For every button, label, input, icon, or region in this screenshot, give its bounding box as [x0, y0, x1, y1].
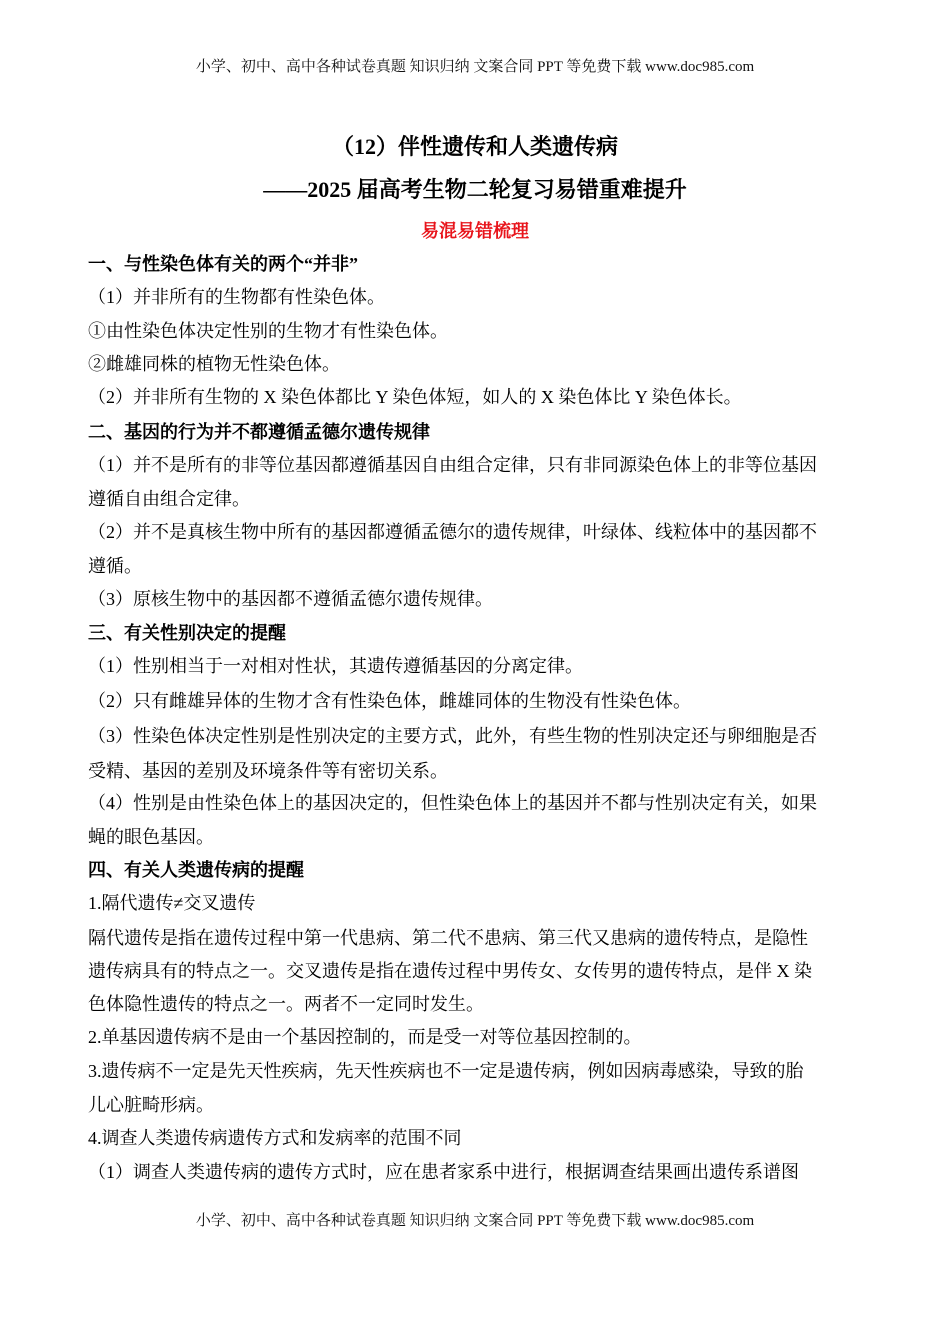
text-line: 遵循。 [88, 556, 142, 576]
text-line: 儿心脏畸形病。 [88, 1095, 214, 1115]
text-line: （1）性别相当于一对相对性状，其遗传遵循基因的分离定律。 [88, 656, 583, 676]
page-footer: 小学、初中、高中各种试卷真题 知识归纳 文案合同 PPT 等免费下载 www.doc985.com [195, 1213, 755, 1229]
text-line: 遵循自由组合定律。 [88, 489, 250, 509]
page-header: 小学、初中、高中各种试卷真题 知识归纳 文案合同 PPT 等免费下载 www.doc985.com [195, 59, 755, 75]
text-line: （2）并非所有生物的 X 染色体都比 Y 染色体短，如人的 X 染色体比 Y 染色体长。 [88, 387, 742, 407]
text-line: ①由性染色体决定性别的生物才有性染色体。 [88, 321, 448, 341]
section-heading: 一、与性染色体有关的两个“并非” [88, 254, 358, 274]
text-line: （1）调查人类遗传病的遗传方式时，应在患者家系中进行，根据调查结果画出遗传系谱图 [88, 1162, 799, 1182]
document-title: （12）伴性遗传和人类遗传病 [331, 134, 618, 159]
section-heading: 三、有关性别决定的提醒 [88, 623, 286, 643]
section-heading: 四、有关人类遗传病的提醒 [88, 860, 304, 880]
text-line: 2.单基因遗传病不是由一个基因控制的，而是受一对等位基因控制的。 [88, 1027, 642, 1047]
text-line: （1）并不是所有的非等位基因都遵循基因自由组合定律，只有非同源染色体上的非等位基因 [88, 455, 817, 475]
text-line: 蝇的眼色基因。 [88, 827, 214, 847]
text-line: （3）性染色体决定性别是性别决定的主要方式，此外，有些生物的性别决定还与卵细胞是否 [88, 726, 817, 746]
text-line: 1.隔代遗传≠交叉遗传 [88, 893, 256, 913]
text-line: 遗传病具有的特点之一。交叉遗传是指在遗传过程中男传女、女传男的遗传特点，是伴 X 染 [88, 961, 812, 981]
text-line: （2）并不是真核生物中所有的基因都遵循孟德尔的遗传规律，叶绿体、线粒体中的基因都不 [88, 522, 817, 542]
text-line: 隔代遗传是指在遗传过程中第一代患病、第二代不患病、第三代又患病的遗传特点，是隐性 [88, 928, 808, 948]
text-line: ②雌雄同株的植物无性染色体。 [88, 354, 340, 374]
section-label: 易混易错梳理 [421, 221, 529, 241]
text-line: 受精、基因的差别及环境条件等有密切关系。 [88, 761, 448, 781]
text-line: （3）原核生物中的基因都不遵循孟德尔遗传规律。 [88, 589, 493, 609]
text-line: 色体隐性遗传的特点之一。两者不一定同时发生。 [88, 994, 484, 1014]
text-line: 4.调查人类遗传病遗传方式和发病率的范围不同 [88, 1128, 462, 1148]
text-line: 3.遗传病不一定是先天性疾病，先天性疾病也不一定是遗传病，例如因病毒感染，导致的胎 [88, 1061, 804, 1081]
text-line: （4）性别是由性染色体上的基因决定的，但性染色体上的基因并不都与性别决定有关，如果 [88, 793, 817, 813]
text-line: （1）并非所有的生物都有性染色体。 [88, 287, 385, 307]
section-heading: 二、基因的行为并不都遵循孟德尔遗传规律 [88, 422, 430, 442]
document-subtitle: ——2025 届高考生物二轮复习易错重难提升 [263, 177, 687, 202]
text-line: （2）只有雌雄异体的生物才含有性染色体，雌雄同体的生物没有性染色体。 [88, 691, 691, 711]
